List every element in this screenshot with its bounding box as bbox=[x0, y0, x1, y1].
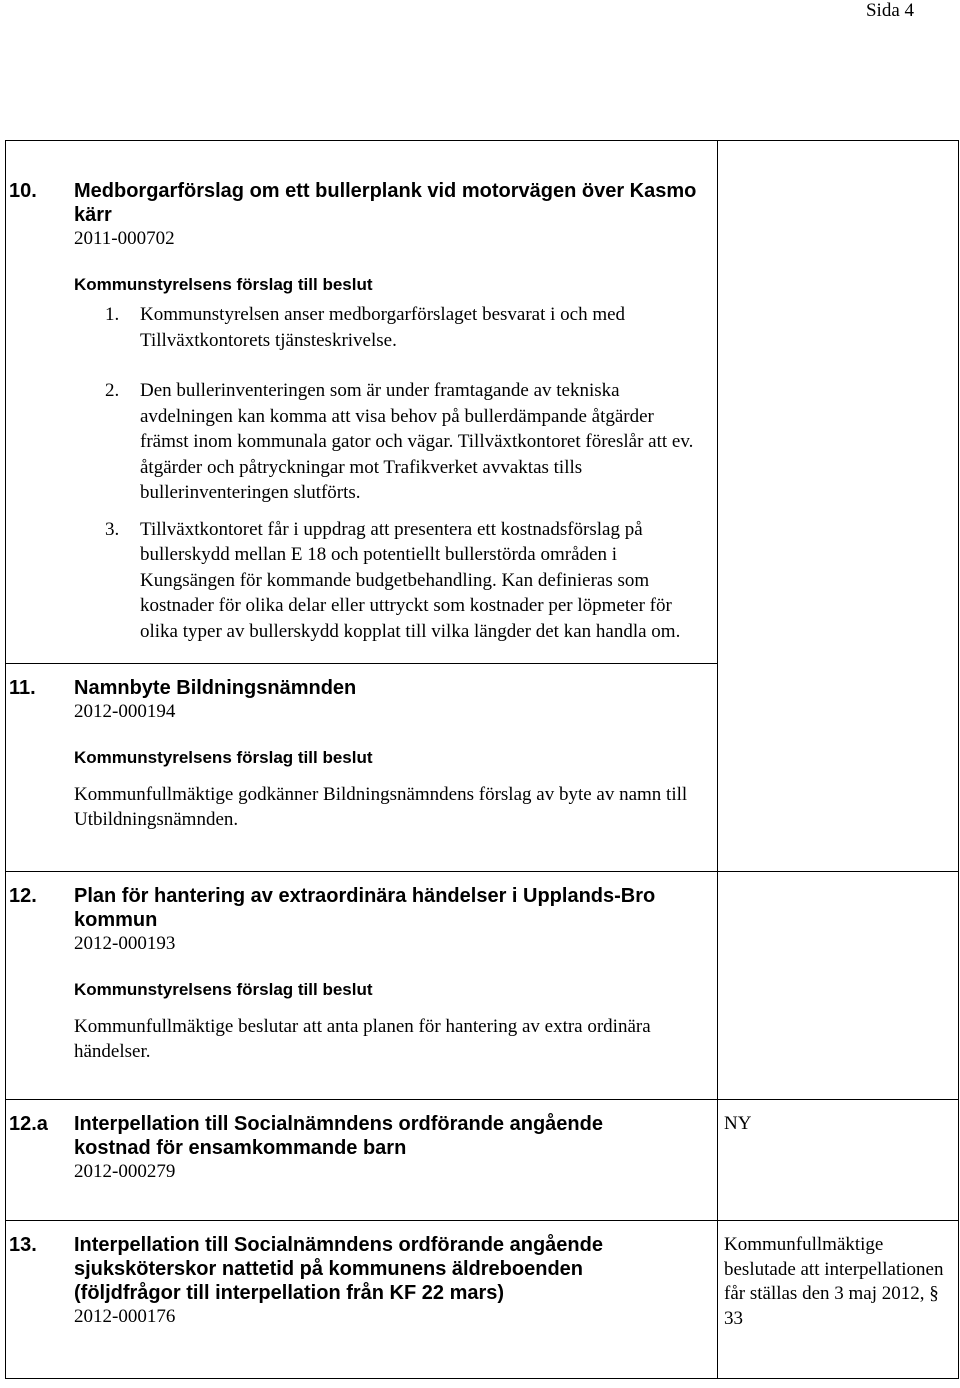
item-number: 11. bbox=[9, 677, 36, 699]
decision-number: 1. bbox=[105, 304, 120, 325]
decision-text: Kommunstyrelsen anser medborgarförslaget besvarat i och med Tillväxtkontorets tjänsteskrivelse. bbox=[140, 304, 626, 351]
case-number: 2011-000702 bbox=[74, 228, 175, 249]
proposal-label: Kommunstyrelsens förslag till beslut bbox=[74, 980, 373, 999]
agenda-item-12a bbox=[6, 1100, 959, 1221]
item-title: Namnbyte Bildningsnämnden bbox=[74, 677, 357, 699]
side-note: Kommunfullmäktige beslutade att interpellationen får ställas den 3 maj 2012, § 33 bbox=[724, 1234, 944, 1329]
agenda-table bbox=[5, 140, 959, 1379]
item-title: Medborgarförslag om ett bullerplank vid motorvägen över Kasmo kärr bbox=[74, 180, 697, 226]
decision-text: Den bullerinventeringen som är under framtagande av tekniska avdelningen kan komma att visa behov på bullerdämpande åtgärder främst inom kommunala gator och vägar. Tillväxtkontoret föreslår att ev. åtgärder och påtryckningar mot Trafikverket avvaktas tills bullerinventeringen slutförts. bbox=[140, 380, 694, 503]
proposal-label: Kommunstyrelsens förslag till beslut bbox=[74, 275, 373, 294]
decision-item bbox=[74, 517, 703, 645]
case-number: 2012-000193 bbox=[74, 933, 176, 954]
decision-text: Tillväxtkontoret får i uppdrag att presentera ett kostnadsförslag på bullerskydd mellan E 18 och potentiellt bullerstörda områden i Kungsängen för kommande budgetbehandling. Kan definieras som kostnader för olika delar eller uttryckt som kostnader per löpmeter för olika typer av bullerskydd kopplat till vilka längder det kan handla om. bbox=[140, 518, 681, 642]
agenda-item-12 bbox=[6, 872, 959, 1100]
item-title: Interpellation till Socialnämndens ordförande angående kostnad för ensamkommande barn bbox=[74, 1113, 603, 1159]
side-note: NY bbox=[724, 1113, 752, 1134]
agenda-item-10 bbox=[6, 141, 959, 664]
decision-item bbox=[74, 378, 703, 506]
page-number: Sida 4 bbox=[865, 0, 914, 21]
agenda-item-13 bbox=[6, 1221, 959, 1379]
side-cell bbox=[718, 872, 959, 1100]
proposal-label: Kommunstyrelsens förslag till beslut bbox=[74, 748, 373, 767]
item-number: 13. bbox=[9, 1234, 37, 1256]
item-number: 12.a bbox=[9, 1113, 48, 1135]
item-number: 10. bbox=[9, 180, 37, 202]
proposal-text: Kommunfullmäktige beslutar att anta planen för hantering av extra ordinära händelser. bbox=[74, 1016, 651, 1062]
decision-list bbox=[74, 302, 703, 644]
proposal-text: Kommunfullmäktige godkänner Bildningsnämndens förslag av byte av namn till Utbildningsnämnden. bbox=[74, 784, 688, 830]
decision-item bbox=[74, 302, 703, 353]
item-number: 12. bbox=[9, 885, 37, 907]
item-title: Interpellation till Socialnämndens ordförande angående sjuksköterskor nattetid på kommunens äldreboenden (följdfrågor till interpellation från KF 22 mars) bbox=[74, 1234, 603, 1304]
case-number: 2012-000176 bbox=[74, 1306, 176, 1327]
item-title: Plan för hantering av extraordinära händelser i Upplands-Bro kommun bbox=[74, 885, 656, 931]
case-number: 2012-000279 bbox=[74, 1161, 176, 1182]
case-number: 2012-000194 bbox=[74, 701, 176, 722]
decision-number: 2. bbox=[105, 380, 120, 401]
side-cell bbox=[718, 141, 959, 872]
decision-number: 3. bbox=[105, 518, 120, 540]
